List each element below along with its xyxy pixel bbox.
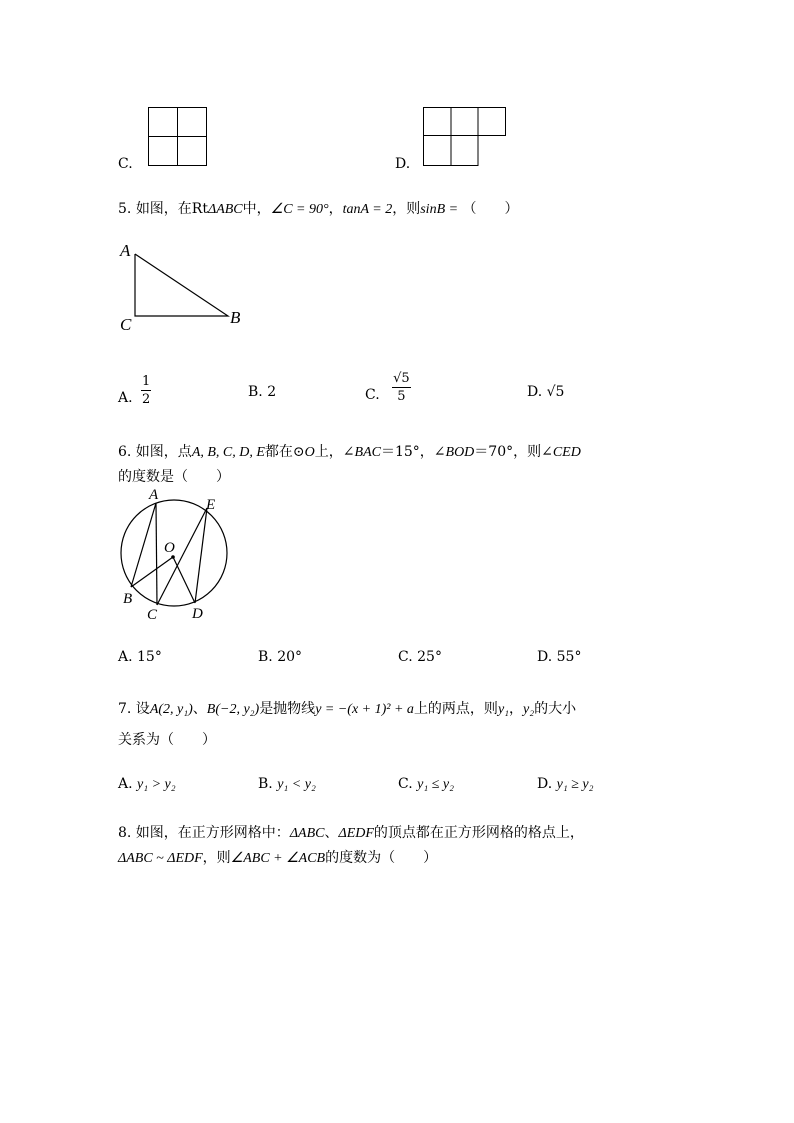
q5-text-a: 如图，在Rt <box>135 201 208 217</box>
q7-option-b-label: B. <box>258 776 273 792</box>
q5-stem <box>118 198 519 218</box>
q6-bod: BOD <box>445 445 475 460</box>
q6-option-a <box>118 649 162 665</box>
q6-stem-line1 <box>118 441 581 461</box>
q7-option-d-label: D. <box>537 776 553 792</box>
q7-y2: y₂ <box>523 702 535 717</box>
q5-option-d <box>527 384 564 400</box>
q7-stem-line2: 关系为（ ） <box>118 732 216 748</box>
q5-option-b <box>248 384 276 400</box>
q7-option-b-value: y₁ < y₂ <box>277 777 316 792</box>
q6-option-d-value: 55° <box>556 649 582 665</box>
q5-option-c-den: 5 <box>397 389 406 404</box>
q6-label-a: A <box>149 487 159 503</box>
q6-option-a-label: A. <box>118 649 133 665</box>
q6-bac: BAC <box>354 445 381 460</box>
q5-option-d-label: D. <box>527 384 543 400</box>
q6-option-d <box>537 649 581 665</box>
q7-point-a: A(2, y₁) <box>149 702 193 717</box>
q8-sep: 、 <box>324 825 339 841</box>
q7-y1: y₁ <box>497 702 510 717</box>
q6-text-3: 上，∠ <box>314 444 355 460</box>
q5-vertex-c: C <box>120 315 132 334</box>
q5-vertex-a: A <box>120 241 131 260</box>
q5-text-b: 中， <box>242 201 271 217</box>
q5-option-a-label: A. <box>118 389 133 406</box>
q6-option-c <box>398 649 442 665</box>
q5-text-d: ，则 <box>392 201 421 217</box>
q5-option-b-label: B. <box>248 384 263 400</box>
q6-circle-figure <box>115 490 235 620</box>
q7-stem-line1 <box>118 698 576 718</box>
q5-option-c-label: C. <box>365 387 380 403</box>
q5-triangle: ΔABC <box>207 202 243 217</box>
q5-option-a-num: 1 <box>142 374 151 389</box>
q4-option-c-label: C. <box>118 156 133 172</box>
q6-label-c: C <box>147 607 158 623</box>
q5-triangle-figure <box>118 240 248 335</box>
q6-option-b-label: B. <box>258 649 273 665</box>
q8-edf: ΔEDF <box>338 826 374 841</box>
q8-stem-line2 <box>118 847 437 867</box>
q7-option-c-value: y₁ ≤ y₂ <box>417 777 454 792</box>
q4-option-c-figure <box>148 107 208 167</box>
q6-option-b <box>258 649 302 665</box>
q7-option-c <box>398 776 454 793</box>
q6-text-1: 6. 如图，点 <box>118 444 192 460</box>
q5-option-c <box>365 372 411 403</box>
q6-label-d: D <box>192 606 203 622</box>
q7-text-2: 是抛物线 <box>259 701 316 717</box>
q5-option-b-value: 2 <box>267 384 277 400</box>
q8-text-2: 的顶点都在正方形网格的格点上， <box>373 825 584 841</box>
q7-option-a-label: A. <box>118 776 133 792</box>
q5-answer-paren: （ ） <box>462 201 519 217</box>
q6-text-2: 都在⊙ <box>264 444 305 460</box>
q6-text-5: ＝70°，则∠ <box>474 444 553 460</box>
q5-option-a <box>118 375 151 406</box>
q6-points: A, B, C, D, E <box>191 445 265 460</box>
q7-text-1: 7. 设 <box>118 701 150 717</box>
q8-text-1: 8. 如图，在正方形网格中： <box>118 825 290 841</box>
q7-option-a-value: y₁ > y₂ <box>137 777 176 792</box>
q6-ced: CED <box>552 445 581 460</box>
q7-sep: 、 <box>192 701 207 717</box>
q6-text-4: ＝15°，∠ <box>380 444 446 460</box>
q5-option-d-value: √5 <box>546 384 565 400</box>
q7-comma: ， <box>509 701 524 717</box>
q6-option-c-value: 25° <box>417 649 442 665</box>
q6-option-d-label: D. <box>537 649 553 665</box>
q5-vertex-b: B <box>230 308 241 327</box>
q7-option-c-label: C. <box>398 776 413 792</box>
q5-angle: ∠C = 90° <box>270 202 329 217</box>
q7-option-d-value: y₁ ≥ y₂ <box>556 777 594 792</box>
q6-option-b-value: 20° <box>277 649 303 665</box>
q4-option-d-figure <box>423 107 509 167</box>
q6-center: O <box>304 445 315 460</box>
q7-parabola: y = −(x + 1)² + a <box>315 702 414 717</box>
q8-text-4: 的度数为（ ） <box>325 850 438 866</box>
q5-option-c-num: √5 <box>393 371 410 386</box>
q7-option-a <box>118 776 176 793</box>
q8-stem-line1 <box>118 822 584 842</box>
q7-point-b: B(−2, y₂) <box>206 702 260 717</box>
q6-option-c-label: C. <box>398 649 413 665</box>
q8-text-3: ，则 <box>202 850 231 866</box>
q7-text-3: 上的两点，则 <box>413 701 498 717</box>
q7-text-4: 的大小 <box>534 701 577 717</box>
q5-text-c: ， <box>328 201 343 217</box>
q7-option-b <box>258 776 316 793</box>
q6-label-o: O <box>164 540 175 556</box>
q5-option-a-den: 2 <box>142 392 151 407</box>
q8-similar: ΔABC ~ ΔEDF <box>118 851 203 866</box>
q8-angles: ∠ABC + ∠ACB <box>230 851 326 866</box>
q6-option-a-value: 15° <box>137 649 162 665</box>
q6-stem-line2: 的度数是（ ） <box>118 469 230 485</box>
q8-abc: ΔABC <box>289 826 325 841</box>
q6-label-e: E <box>206 497 216 513</box>
q4-option-d-label: D. <box>395 156 411 172</box>
q5-number: 5. <box>118 201 132 217</box>
q7-option-d <box>537 776 594 793</box>
q5-tan: tanA = 2 <box>342 202 393 217</box>
q5-sin: sinB = <box>420 202 459 217</box>
q6-label-b: B <box>123 591 133 607</box>
